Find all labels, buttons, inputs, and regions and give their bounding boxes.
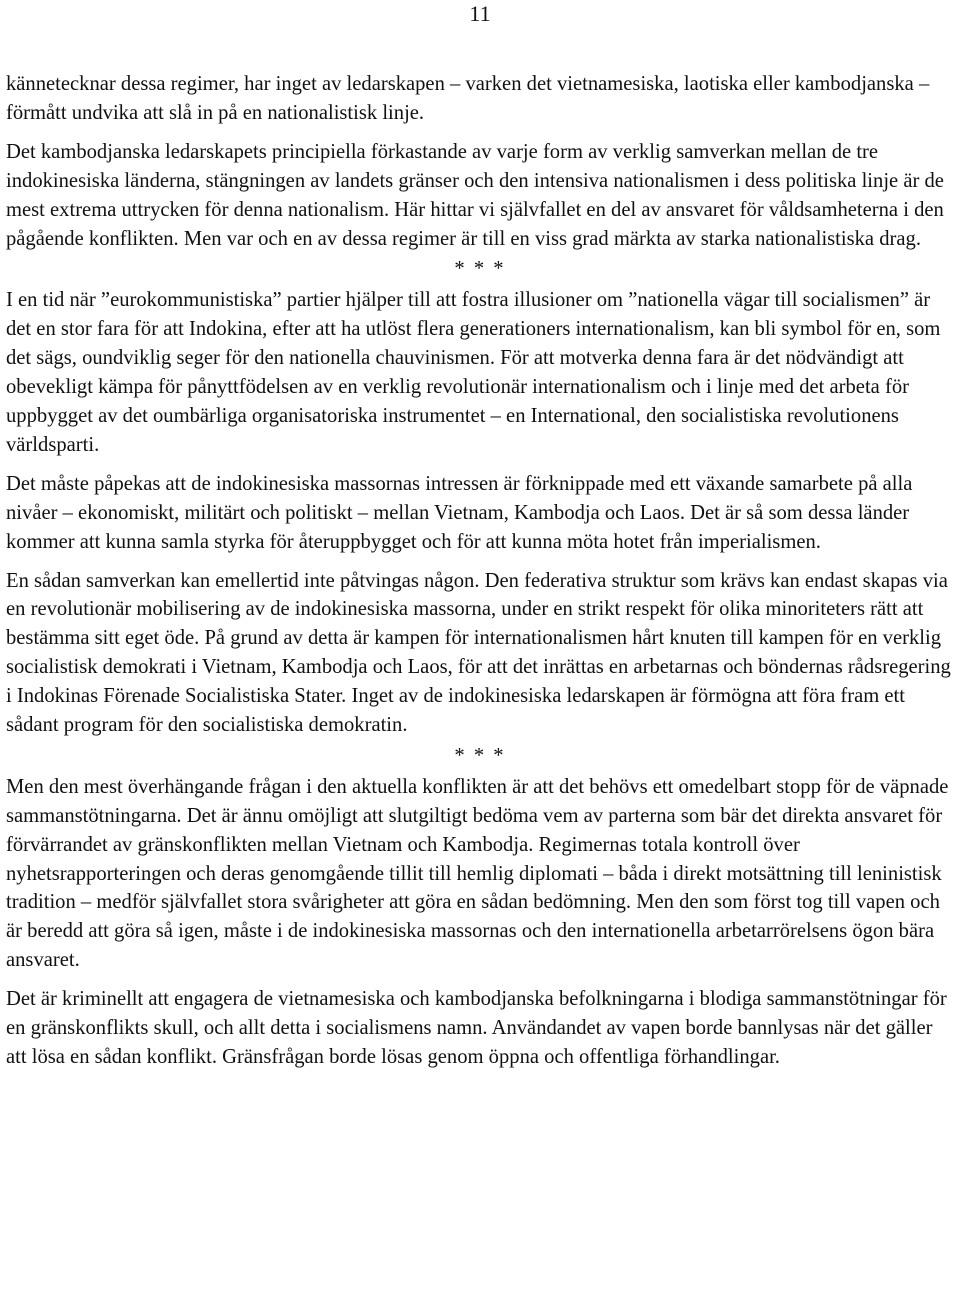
paragraph: Det måste påpekas att de indokinesiska massornas intressen är förknippade med ett växande samarbete på alla nivåer – ekonomiskt, militärt och politiskt – mellan Vietnam, Kambodja och Laos. Det är så som dessa länder kommer att kunna samla styrka för återuppbygget och för att kunna möta hotet från imperialismen.: [6, 472, 913, 553]
paragraph: En sådan samverkan kan emellertid inte påtvingas någon. Den federativa struktur som krävs kan endast skapas via en revolutionär mobilisering av de indokinesiska massorna, under en strikt respekt för olika minoriteters rätt att bestämma sitt eget öde. På grund av detta är kampen för internationalismen hårt knuten till kampen för en verklig socialistisk demokrati i Vietnam, Kambodja och Laos, för att det inrättas en arbetarnas och böndernas rådsregering i Indokinas Förenade Socialistiska Stater. Inget av de indokinesiska ledarskapen är förmögna att föra fram ett sådant program för den socialistiska demokratin.: [6, 569, 951, 737]
paragraph: Men den mest överhängande frågan i den aktuella konflikten är att det behövs ett omedelbart stopp för de väpnade sammanstötningarna. Det är ännu omöjligt att slutgiltigt bedöma vem av parterna som bär det direkta ansvaret för förvärrandet av gränskonflikten mellan Vietnam och Kambodja. Regimernas totala kontroll över nyhetsrapporteringen och deras genomgående tillit till hemlig diplomati – båda i direkt motsättning till leninistisk tradition – medför självfallet stora svårigheter att göra en sådan bedömning. Men den som först tog till vapen och är beredd att göra så igen, måste i de indokinesiska massornas och den internationella arbetarrörelsens ögon bära ansvaret.: [6, 775, 949, 972]
page-number-text: 11: [469, 1, 491, 26]
paragraph: kännetecknar dessa regimer, har inget av ledarskapen – varken det vietnamesiska, laotiska eller kambodjanska – förmått undvika att slå in på en nationalistisk linje.: [6, 73, 930, 124]
paragraph: I en tid när ”eurokommunistiska” partier hjälper till att fostra illusioner om ”nationella vägar till socialismen” är det en stor fara för att Indokina, efter att ha utlöst flera generationers internationalism, kan bli symbol för en, som det sägs, oundviklig seger för den nationella chauvinismen. För att motverka denna fara är det nödvändigt att obevekligt kämpa för pånyttfödelsen av en verklig revolutionär internationalism och i linje med det arbeta för uppbygget av det oumbärliga organisatoriska instrumentet – en International, den socialistiska revolutionens världsparti.: [6, 289, 941, 456]
page-number: [0, 0, 960, 28]
paragraph: Det är kriminellt att engagera de vietnamesiska och kambodjanska befolkningarna i blodiga sammanstötningar för en gränskonflikts skull, och allt detta i socialismens namn. Användandet av vapen borde bannlysas när det gäller att lösa en sådan konflikt. Gränsfrågan borde lösas genom öppna och offentliga förhandlingar.: [6, 988, 947, 1068]
section-break: * * *: [454, 744, 506, 767]
section-break: * * *: [454, 258, 506, 281]
paragraph: Det kambodjanska ledarskapets principiella förkastande av varje form av verklig samverkan mellan de tre indokinesiska länderna, stängningen av landets gränser och den intensiva nationalismen i dess politiska linje är de mest extrema uttrycken för denna nationalism. Här hittar vi självfallet en del av ansvaret för våldsamheterna i den pågående konflikten. Men var och en av dessa regimer är till en viss grad märkta av starka nationalistiska drag.: [6, 140, 944, 250]
article-body: [6, 70, 954, 1082]
